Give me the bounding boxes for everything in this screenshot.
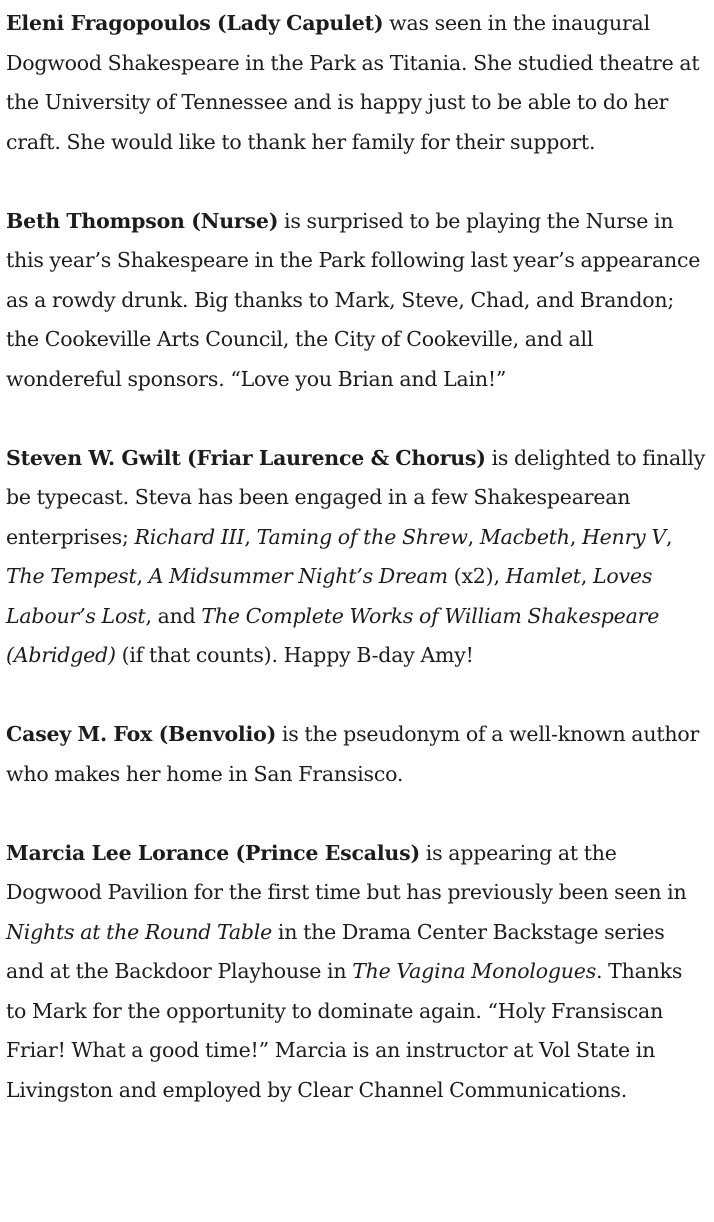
work-title: Richard III [134, 524, 245, 549]
work-title: The Vagina Monologues [352, 959, 597, 983]
bio-name: Eleni Fragopoulos (Lady Capulet) [6, 11, 384, 35]
bio-text: , [580, 564, 593, 588]
work-title: Taming of the Shrew [256, 524, 468, 549]
bio-text: (if that counts). Happy B-day Amy! [115, 643, 474, 667]
bio-name: Casey M. Fox (Benvolio) [6, 722, 277, 746]
work-title: Macbeth [479, 524, 570, 549]
bio-text: (x2), [447, 564, 506, 588]
bio-text: , [467, 524, 480, 549]
work-title: Loves Labour’s Lost [6, 564, 653, 628]
bio-marcia-lorance [6, 834, 708, 1111]
bio-name: Steven W. Gwilt (Friar Laurence & Chorus) [6, 445, 486, 470]
bio-text: was seen in the inaugural Dogwood Shakespeare in the Park as Titania. She studied theatre at the University of Tennessee and is happy just to be able to do her craft. She would like to thank her family for their support. [6, 11, 700, 154]
bio-casey-fox [6, 715, 708, 794]
bio-text: , and [145, 603, 202, 628]
bio-name: Marcia Lee Lorance (Prince Escalus) [6, 840, 420, 865]
bio-text: is delighted to finally be typecast. Steva has been engaged in a few Shakespearean enterprises; [6, 445, 706, 549]
bio-text: , [136, 564, 149, 588]
bio-text: , [244, 524, 257, 549]
bio-eleni-fragopoulos [6, 4, 708, 162]
bio-text: , [665, 524, 673, 549]
bio-name: Beth Thompson (Nurse) [6, 208, 279, 233]
work-title: The Tempest [6, 564, 137, 588]
bio-text: is the pseudonym of a well-known author who makes her home in San Fransisco. [6, 722, 700, 786]
work-title: Nights at the Round Table [6, 919, 273, 944]
bio-text: is appearing at the Dogwood Pavilion for the first time but has previously been seen in [6, 840, 687, 904]
bio-text: , [569, 524, 582, 549]
work-title: The Complete Works of William Shakespeare (Abridged) [6, 603, 660, 667]
work-title: Henry V [581, 524, 666, 549]
bio-steven-gwilt [6, 439, 708, 676]
work-title: Hamlet [505, 564, 581, 588]
work-title: A Midsummer Night’s Dream [148, 564, 448, 588]
bio-text: is surprised to be playing the Nurse in this year’s Shakespeare in the Park following last year’s appearance as a rowdy drunk. Big thanks to Mark, Steve, Chad, and Brandon; the Cookeville Arts Council, the City of Cookeville, and all wondereful sponsors. “Love you Brian and Lain!” [6, 208, 701, 391]
bio-beth-thompson [6, 202, 708, 400]
bio-text: in the Drama Center Backstage series and at the Backdoor Playhouse in [6, 919, 665, 983]
bio-text: . Thanks to Mark for the opportunity to dominate again. “Holy Fransiscan Friar! What a good time!” Marcia is an instructor at Vol State in Livingston and employed by Clear Channel Communications. [6, 959, 683, 1102]
